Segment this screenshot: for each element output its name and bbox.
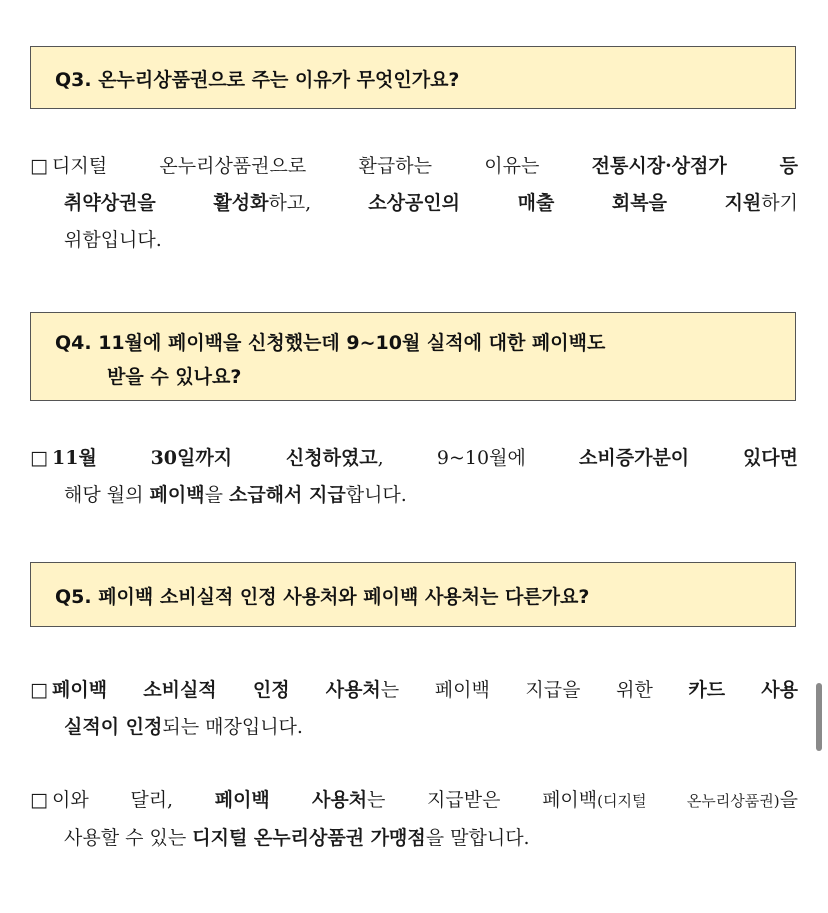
answer-q3-line2: 취약상권을 활성화하고, 소상공인의 매출 회복을 지원하기 <box>64 192 798 214</box>
answer-q3-line3: 위함입니다. <box>64 229 162 251</box>
answer-q5-b <box>30 782 798 857</box>
checkbox-glyph: □ <box>30 789 48 811</box>
question-title-q4-line1: Q4. 11월에 페이백을 신청했는데 9~10월 실적에 대한 페이백도 <box>55 332 606 354</box>
question-title-q4-line2: 받을 수 있나요? <box>107 366 242 388</box>
question-title-q5: Q5. 페이백 소비실적 인정 사용처와 페이백 사용처는 다른가요? <box>55 586 590 608</box>
question-title-q3: Q3. 온누리상품권으로 주는 이유가 무엇인가요? <box>55 69 460 91</box>
checkbox-glyph: □ <box>30 679 48 701</box>
answer-q5-a-line1: □ 페이백 소비실적 인정 사용처는 페이백 지급을 위한 카드 사용 <box>30 672 798 709</box>
question-box-q4 <box>30 312 796 401</box>
checkbox-glyph: □ <box>30 447 48 469</box>
answer-q5-b-line1: □ 이와 달리, 페이백 사용처는 지급받은 페이백(디지털 온누리상품권)을 <box>30 782 798 820</box>
answer-q5-a-line2: 실적이 인정되는 매장입니다. <box>64 716 303 738</box>
answer-q4 <box>30 440 798 514</box>
question-box-q5 <box>30 562 796 627</box>
answer-q3-line1: □ 디지털 온누리상품권으로 환급하는 이유는 전통시장·상점가 등 <box>30 148 798 185</box>
answer-q5-a <box>30 672 798 746</box>
checkbox-glyph: □ <box>30 155 48 177</box>
answer-q4-line1: □ 11월 30일까지 신청하였고, 9~10월에 소비증가분이 있다면 <box>30 440 798 477</box>
answer-q4-line2: 해당 월의 페이백을 소급해서 지급합니다. <box>64 484 407 506</box>
scrollbar-thumb[interactable] <box>816 683 822 751</box>
answer-q3 <box>30 148 798 259</box>
question-box-q3 <box>30 46 796 109</box>
answer-q5-b-line2: 사용할 수 있는 디지털 온누리상품권 가맹점을 말합니다. <box>64 827 530 849</box>
